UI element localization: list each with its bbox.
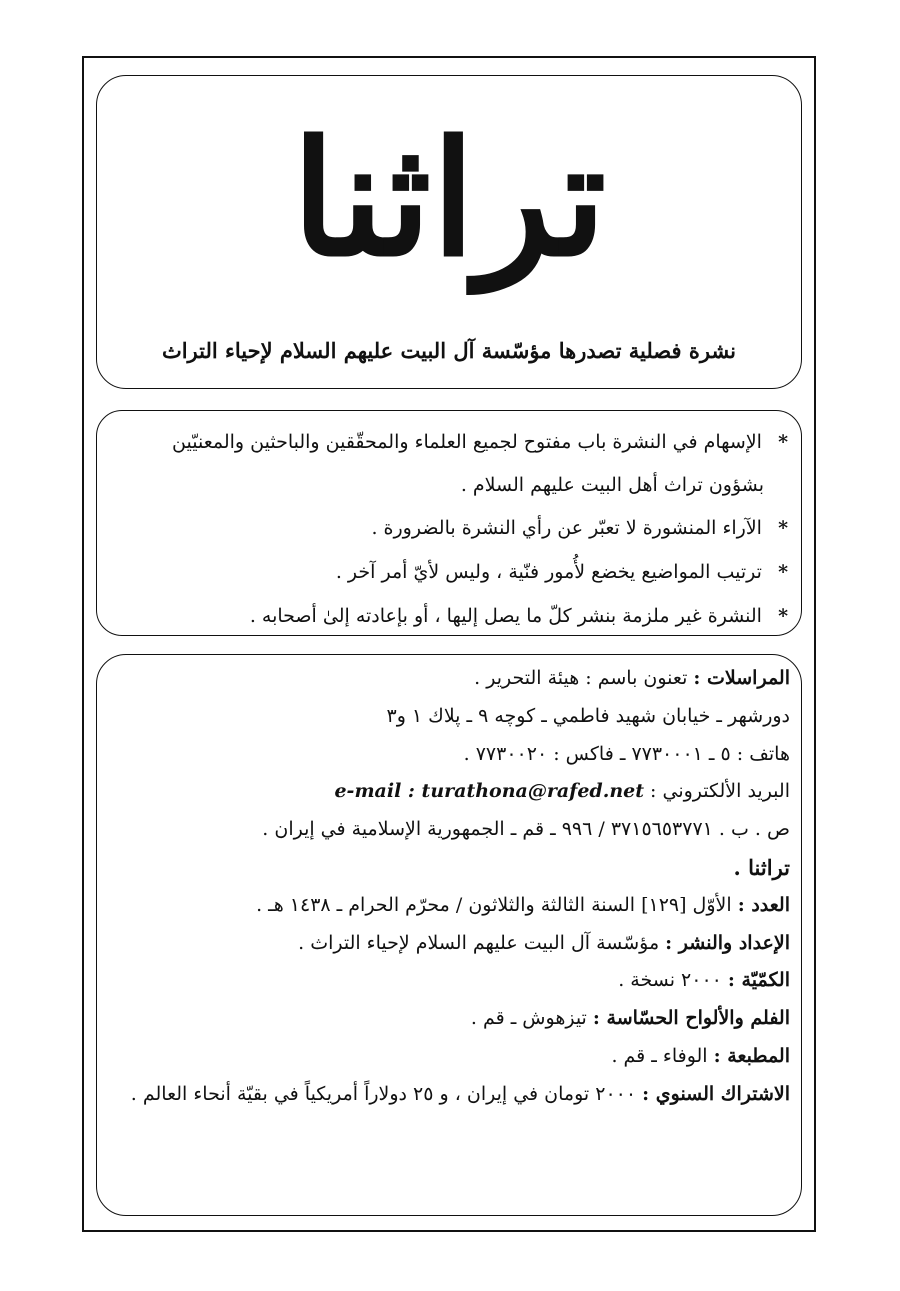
publisher-label: الإعداد والنشر :	[665, 931, 790, 954]
quantity-line	[110, 962, 790, 1000]
note-item	[112, 506, 788, 550]
bullet-star-icon: *	[778, 517, 788, 539]
press-line	[110, 1038, 790, 1076]
press-label: المطبعة :	[713, 1044, 790, 1067]
note-continuation: بشؤون تراث أهل البيت عليهم السلام .	[460, 474, 764, 496]
note-text: الإسهام في النشرة باب مفتوح لجميع العلماء والمحقّقين والباحثين والمعنيّين	[172, 431, 762, 453]
pobox-line: ص . ب . ٣٧١٥٦٥٣٧٧١ / ٩٩٦ ـ قم ـ الجمهورية الإسلامية في إيران .	[262, 818, 790, 841]
issue-line	[110, 887, 790, 925]
note-text: النشرة غير ملزمة بنشر كلّ ما يصل إليها ، أو بإعادته إلىٰ أصحابه .	[249, 605, 762, 627]
issue-value: الأوّل [١٢٩] السنة الثالثة والثلاثون / محرّم الحرام ـ ١٤٣٨ هـ .	[256, 893, 732, 916]
notes-list	[112, 420, 788, 638]
bullet-star-icon: *	[778, 605, 788, 627]
note-text: الآراء المنشورة لا تعبّر عن رأي النشرة بالضرورة .	[371, 517, 762, 539]
journal-title: تراثنا	[291, 107, 607, 292]
issue-label: العدد :	[737, 893, 790, 916]
publisher-value: مؤسّسة آل البيت عليهم السلام لإحياء التراث .	[298, 931, 660, 954]
publisher-line	[110, 925, 790, 963]
correspondence-label: المراسلات :	[693, 667, 790, 689]
quantity-label: الكمّيّة :	[727, 969, 790, 992]
bullet-star-icon: *	[778, 431, 788, 453]
bullet-star-icon: *	[778, 561, 788, 583]
note-text: ترتيب المواضيع يخضع لأُمور فنّية ، وليس لأيّ أمر آخر .	[335, 561, 762, 583]
publication-info	[110, 660, 790, 1114]
subscription-value: ٢٠٠٠ تومان في إيران ، و ٢٥ دولاراً أمريكياً في بقيّة أنحاء العالم .	[130, 1082, 637, 1105]
note-item	[112, 550, 788, 594]
subscription-label: الاشتراك السنوي :	[642, 1082, 790, 1105]
correspondence-line	[110, 660, 790, 698]
note-item	[112, 420, 788, 464]
subscription-line	[110, 1076, 790, 1114]
email-label: البريد الألكتروني :	[650, 780, 790, 803]
quantity-value: ٢٠٠٠ نسخة .	[618, 969, 722, 992]
press-value: الوفاء ـ قم .	[611, 1044, 708, 1067]
correspondence-value: تعنون باسم : هيئة التحرير .	[474, 667, 688, 689]
phone-line: هاتف : ٥ ـ ٧٧٣٠٠٠١ ـ فاكس : ٧٧٣٠٠٢٠ .	[463, 742, 790, 765]
film-value: تيزهوش ـ قم .	[470, 1007, 587, 1030]
film-line	[110, 1000, 790, 1038]
email-line	[110, 773, 790, 811]
email-address: e-mail : turathona@rafed.net	[334, 780, 644, 803]
brand-heading: تراثنا .	[733, 854, 790, 880]
film-label: الفلم والألواح الحسّاسة :	[592, 1007, 790, 1030]
address-line: دورشهر ـ خيابان شهيد فاطمي ـ كوچه ٩ ـ پلاك ١ و٣	[386, 704, 790, 727]
note-item	[112, 594, 788, 638]
journal-subtitle: نشرة فصلية تصدرها مؤسّسة آل البيت عليهم السلام لإحياء التراث	[161, 338, 737, 363]
